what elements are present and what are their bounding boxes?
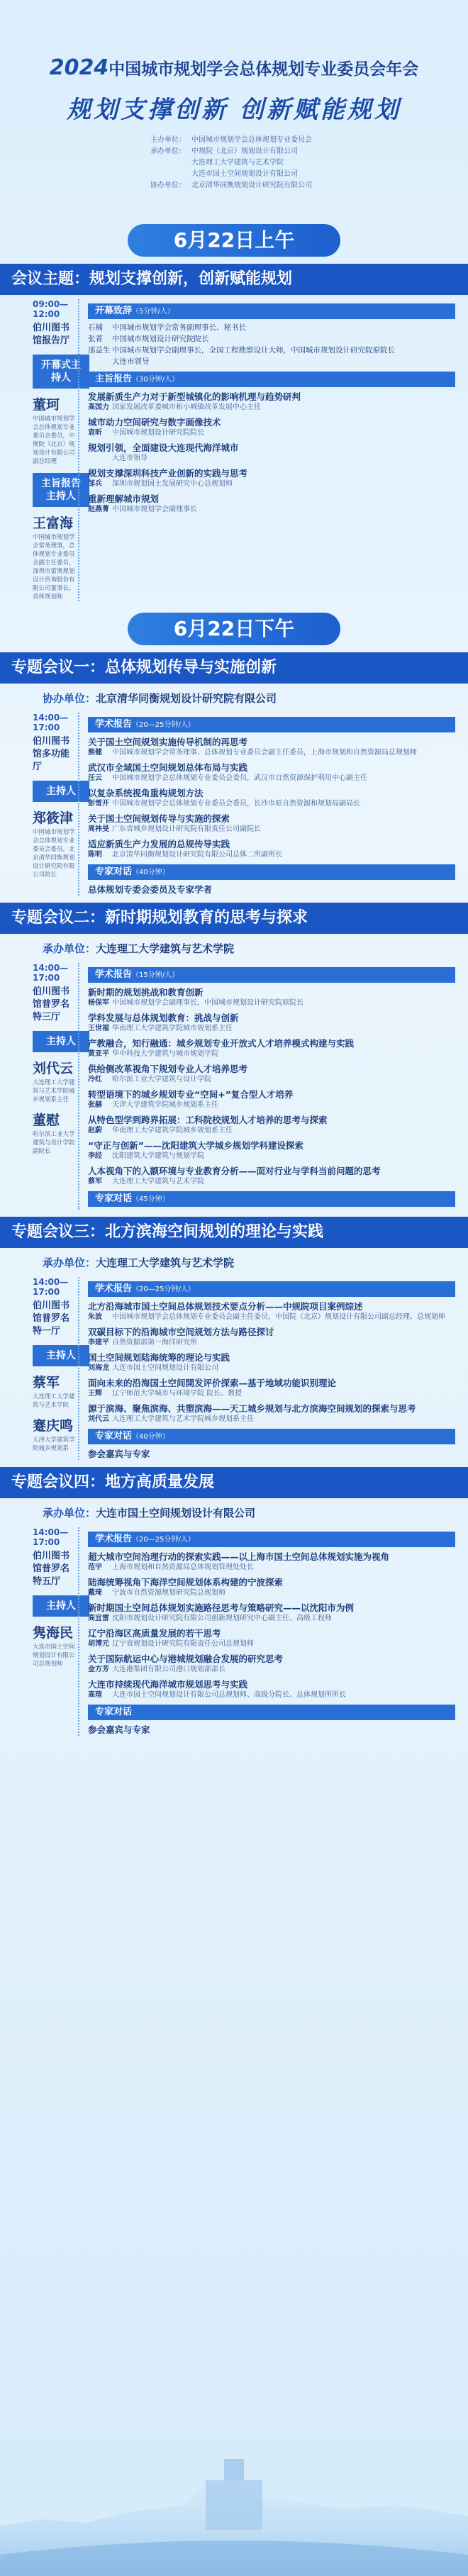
speaker-title: 广东省城乡规划设计研究院有限责任公司副院长: [112, 825, 261, 833]
dialog-desc: 总体规划专委会委员及专家学者: [88, 884, 213, 895]
talk-title: 新时期国土空间总体规划实施路径思考与策略研究——以沈阳市为例: [88, 1602, 355, 1613]
speaker-title: 中国城市规划学会总体规划专业委员会副主任委员，中国院（北京）规划设计有限公司副总经理、总规划师: [112, 1313, 445, 1321]
talk-title: 规划引领，全面建设大连现代海洋城市: [88, 442, 239, 453]
dialog-sub: （40分钟）: [132, 869, 169, 876]
report-sub: （20—25分钟/人）: [132, 1536, 195, 1544]
dialog-sub: （45分钟）: [132, 1195, 169, 1203]
speaker-title: 辽宁师范大学城市与环境学院 院长、教授: [112, 1390, 243, 1398]
talk-title: “守正与创新”——沈阳建筑大学城乡规划学科建设探索: [88, 1140, 303, 1151]
speaker-name: 彭雪开: [88, 800, 109, 808]
morning-left: [0, 299, 81, 601]
talk-title: 适应新质生产力发展的总规传导实践: [88, 839, 230, 849]
speaker-name: 石楠: [88, 323, 103, 332]
year: 2024: [49, 55, 109, 80]
report-sub: （20—25分钟/人）: [132, 721, 195, 729]
morning-right: [78, 299, 455, 601]
talk-speaker: [88, 1415, 455, 1424]
session-host-line: [43, 1255, 468, 1270]
speaker-name: 王世福: [88, 1025, 109, 1032]
report-label: 学术报告: [95, 969, 133, 980]
session-host-line: [43, 941, 468, 956]
report-tag: [88, 717, 455, 732]
talk-title: 双碳目标下的沿海城市空间规划方法与路径探讨: [88, 1327, 274, 1337]
talk-title: 辽宁沿海区高质量发展的若干思考: [88, 1628, 221, 1639]
speaker-name: 范宇: [88, 1563, 102, 1571]
speaker-name: 赵蔚: [88, 1127, 102, 1134]
speaker-title: 大连市国土空间规划设计有限公司总规划师、高级分院长、总体规划所所长: [112, 1691, 346, 1699]
organizer-key: 承办单位：: [150, 147, 186, 155]
dialog-sub: （40分钟）: [132, 1433, 169, 1441]
session-right: [78, 713, 455, 896]
speaker-title: 华南理工大学建筑学院城乡规划系主任: [112, 1127, 233, 1134]
opening-list: [88, 322, 455, 367]
keynote-tag-label: 主旨报告: [95, 374, 133, 384]
speaker-title: 大连市领导: [112, 455, 147, 462]
morning-block: [0, 299, 468, 601]
talk-speaker: [88, 1639, 455, 1649]
talk-speaker: [88, 403, 455, 413]
session-right: [78, 1527, 455, 1736]
keynote-list: [88, 391, 455, 515]
venue: 伯川图书馆普罗名特三厅: [33, 986, 70, 1022]
date-pill-morning: 6月22日上午: [128, 224, 340, 257]
organizer-row: [143, 157, 468, 169]
talk-title: 以复杂系统视角重构规划方法: [88, 788, 204, 798]
time: 14:00—17:00: [33, 713, 69, 732]
session-title: 专题会议四：地方高质量发展: [0, 1467, 468, 1498]
speaker-title: 中国城市规划学会常务理事、总体规划专业委员会副主任委员，上海市规划和自然资源局总规划师: [112, 749, 417, 757]
talk-title: 关于国土空间规划实施传导机制的再思考: [88, 737, 248, 747]
speaker-name: 黄亚平: [88, 1050, 109, 1058]
talk-speaker: [88, 1690, 455, 1700]
speaker-name: 胡博元: [88, 1640, 109, 1648]
dialog-desc: 参会嘉宾与专家: [88, 1449, 150, 1459]
speaker-title: 中国城市规划学会副理事长，中国城市规划设计研究院原院长: [112, 999, 303, 1007]
venue: 伯川图书馆多功能厅: [33, 736, 70, 772]
title-text: 中国城市规划学会总体规划专业委员会年会: [108, 60, 419, 79]
host-desc: 大连市国土空间规划设计有限公司总规划师: [33, 1644, 75, 1668]
talk-speaker: [88, 1049, 455, 1059]
speaker-title: 天津大学建筑学院城乡规划系主任: [112, 1101, 218, 1109]
host-value: 北京清华同衡规划设计研究院有限公司: [96, 692, 277, 705]
session-left: [0, 713, 78, 896]
speaker-title: 北京清华同衡规划设计研究院有限公司总体二所副所长: [112, 851, 282, 859]
talk-title: 发展新质生产力对于新型城镇化的影响机理与趋势研判: [88, 391, 301, 402]
speaker-title: 深圳市规划国土发展研究中心总规划师: [112, 480, 233, 488]
host-name: 隽海民: [33, 1625, 74, 1641]
speaker-name: 李经: [88, 1152, 102, 1160]
opening-speaker: [88, 356, 455, 367]
talk-title: 转型语境下的城乡规划专业“空间+”复合型人才培养: [88, 1089, 294, 1100]
host-name: 蔡军: [33, 1375, 60, 1390]
speaker-name: 蔡军: [88, 1178, 102, 1186]
report-tag: [88, 1532, 455, 1547]
speaker-title: 中国城市规划设计研究院院长: [112, 429, 204, 437]
opening-speaker: [88, 333, 455, 345]
session-block: [0, 963, 468, 1210]
dialog-tag: [88, 1191, 455, 1207]
dialog-tag: [88, 1429, 455, 1444]
morning-theme: 会议主题：规划支撑创新，创新赋能规划: [0, 264, 468, 295]
session-block: [0, 1527, 468, 1736]
speaker-name: 高国力: [88, 403, 109, 411]
date-pill-afternoon: 6月22日下午: [128, 613, 340, 645]
keynote-tag-sub: （30分钟/人）: [132, 376, 179, 384]
speaker-name: 邵益生: [88, 346, 111, 355]
host-desc: 大连理工大学建筑与艺术学院: [33, 1393, 75, 1409]
speaker-name: 高瑄: [88, 1691, 102, 1699]
talk-title: 面向未来的沿海国土空间開发评价探索—基于地域功能识别理论: [88, 1378, 337, 1388]
host-desc: 哈尔滨工业大学建筑与设计学院副院长: [33, 1131, 75, 1155]
host-key: 承办单位：: [43, 1507, 96, 1520]
organizer-row: [143, 135, 468, 146]
speaker-name: 邹兵: [88, 480, 102, 488]
host-role-tag: 主旨报告主持人: [33, 473, 89, 507]
host-desc: 天津大学建筑学院城乡规划系: [33, 1437, 75, 1452]
organizer-key: [143, 157, 186, 169]
speaker-name: 张赫: [88, 1101, 102, 1109]
opening-tag: [88, 303, 455, 319]
talk-title: 规划支撑深圳科技产业创新的实践与思考: [88, 468, 248, 479]
talk-title: 大连市持续现代海洋城市规划思考与实践: [88, 1679, 248, 1690]
talk-title: 关于国土空间规划传导与实施的探索: [88, 813, 230, 824]
speaker-title: 华南理工大学建筑学院城市规划系主任: [112, 1025, 233, 1032]
speaker-title: 大连市领导: [112, 357, 150, 366]
talk-title: 人本视角下的入额环境与专业教育分析——面对行业与学科当前问题的思考: [88, 1166, 381, 1176]
speaker-name: 王辉: [88, 1390, 102, 1398]
talk-speaker: [88, 1338, 455, 1348]
organizer-row: [143, 180, 468, 191]
speaker-title: 沈阳建筑大学建筑与规划学院: [112, 1152, 204, 1160]
host-desc: 大连理工大学建筑与艺术学院城乡规划系主任: [33, 1079, 75, 1103]
speaker-title: 中国城市规划学会副理事长: [112, 506, 197, 513]
dialog-label: 专家对话: [95, 1707, 133, 1717]
speaker-name: 杨保军: [88, 999, 109, 1007]
speaker-name: 陈明: [88, 851, 102, 859]
speaker-name: 李建平: [88, 1339, 109, 1346]
organizer-value: 大连理工大学建筑与艺术学院: [191, 159, 284, 167]
speaker-title: 宁波市自然资源规划研究院总规划师: [112, 1589, 225, 1597]
organizers: [143, 135, 468, 191]
host-name: 王富海: [33, 515, 74, 531]
speaker-title: 大连市国土空间规划设计有限公司: [112, 1364, 218, 1372]
organizer-value: 中规院（北京）规划设计有限公司: [191, 147, 298, 155]
speaker-name: 赵燕菁: [88, 506, 109, 513]
talk-title: 供给侧改革视角下规划专业人才培养思考: [88, 1064, 248, 1074]
talk-speaker: [88, 799, 455, 809]
report-sub: （20—25分钟/人）: [132, 1286, 195, 1293]
talk-speaker: [88, 1312, 455, 1322]
talk-speaker: [88, 825, 455, 835]
talk-title: 陆海统筹视角下海洋空间规划体系构建的宁波探索: [88, 1577, 284, 1588]
speaker-name: 刘代云: [88, 1415, 109, 1423]
session-left: [0, 1277, 78, 1460]
talk-speaker: [88, 1588, 455, 1598]
dialog-label: 专家对话: [95, 1431, 133, 1442]
speaker-name: 汪云: [88, 774, 102, 782]
host-name: 董珂: [33, 397, 60, 413]
talk-title: 新时期的规划挑战和教育创新: [88, 987, 204, 998]
slogan: 规划支撑创新 创新赋能规划: [67, 96, 401, 124]
talk-speaker: [88, 1665, 455, 1675]
speaker-title: 大连港集团有限公司港口规划部部长: [112, 1666, 225, 1673]
speaker-name: 张菁: [88, 335, 103, 343]
talk-title: 武汉市全域国土空间规划总体布局与实践: [88, 762, 248, 773]
host-role-tag: 主持人: [33, 1595, 89, 1617]
time: 14:00—17:00: [33, 1527, 69, 1547]
speaker-name: 冷红: [88, 1076, 102, 1083]
session-title: 专题会议三：北方滨海空间规划的理论与实践: [0, 1217, 468, 1248]
venue: 伯川图书馆报告厅: [33, 323, 70, 346]
session-host-line: [43, 1505, 468, 1520]
host-name: 蹇庆鸣: [33, 1418, 74, 1434]
opening-tag-sub: （5分钟/人）: [132, 308, 174, 316]
session-block: [0, 713, 468, 896]
speaker-name: 朱波: [88, 1313, 102, 1321]
dialog-desc: 参会嘉宾与专家: [88, 1724, 150, 1735]
host-desc: 中国城市规划学会常务理事，总体规划专业委员会副主任委员，深圳市蕾奥规划设计咨询股份有限公司董事长、首席规划师: [33, 534, 75, 601]
talk-speaker: [88, 454, 455, 464]
host-value: 大连理工大学建筑与艺术学院: [96, 942, 235, 955]
talk-speaker: [88, 774, 455, 784]
host-key: 协办单位：: [43, 692, 96, 705]
time: 14:00—17:00: [33, 963, 69, 983]
session-title: 专题会议一：总体规划传导与实施创新: [0, 652, 468, 684]
organizer-value: 北京清华同衡规划设计研究院有限公司: [191, 182, 312, 189]
talk-speaker: [88, 998, 455, 1008]
talk-speaker: [88, 1024, 455, 1034]
page-title: [0, 0, 468, 80]
talk-title: 城市动力空间研究与数字画像技术: [88, 417, 221, 428]
report-sub: （15分钟/人）: [132, 971, 179, 979]
report-label: 学术报告: [95, 719, 133, 730]
talk-speaker: [88, 1126, 455, 1136]
keynote-tag: [88, 372, 455, 387]
talk-title: 从特色型学到跨界拓展：工科院校规划人才培养的思考与探索: [88, 1115, 328, 1125]
time: 14:00—17:00: [33, 1277, 69, 1297]
header: [0, 0, 468, 213]
talk-speaker: [88, 1177, 455, 1187]
speaker-title: 中国城市规划学会总体规划专业委员会委员，长沙市原自然资源和规划局副局长: [112, 800, 360, 808]
talk-speaker: [88, 428, 455, 438]
talk-speaker: [88, 1364, 455, 1373]
host-desc: 中国城市规划学会总体规划专业委员会委员，中规院（北京）规划设计有限公司副总经理: [33, 416, 75, 465]
talk-speaker: [88, 1614, 455, 1624]
speaker-title: 沈阳市规划设计研究院有限公司创新规划研究中心副主任、高级工程师: [112, 1615, 332, 1622]
speaker-title: 中国城市规划设计研究院院长: [112, 335, 209, 343]
opening-speaker: [88, 322, 455, 333]
talk-title: 北方沿海城市国土空间总体规划技术要点分析——中规院项目案例综述: [88, 1301, 363, 1312]
speaker-name: 刘海龙: [88, 1364, 109, 1372]
host-value: 大连理工大学建筑与艺术学院: [96, 1256, 235, 1269]
organizer-value: 中国城市规划学会总体规划专业委员会: [191, 136, 312, 144]
dialog-label: 专家对话: [95, 866, 133, 877]
speaker-name: 袁昕: [88, 429, 102, 437]
speaker-title: 哈尔滨工业大学建筑与设计学院: [112, 1076, 211, 1083]
report-label: 学术报告: [95, 1283, 133, 1294]
session-left: [0, 1527, 78, 1736]
talk-speaker: [88, 1563, 455, 1573]
talk-title: 国土空间规划陆海统筹的理论与实践: [88, 1352, 230, 1363]
report-tag: [88, 967, 455, 983]
speaker-title: 辽宁省规划设计研究院有限责任公司总规划师: [112, 1640, 254, 1648]
speaker-name: 高宜雷: [88, 1615, 109, 1622]
speaker-title: 大连理工大学建筑与艺术学院: [112, 1178, 204, 1186]
organizer-row: [143, 169, 468, 180]
organizer-row: [143, 146, 468, 157]
talk-title: 超大城市空间治理行动的探索实践——以上海市国土空间总体规划实施为视角: [88, 1551, 390, 1562]
talk-speaker: [88, 505, 455, 515]
session-right: [78, 963, 455, 1210]
talk-title: 关于国际航运中心与港城规划融合发展的研究思考: [88, 1654, 284, 1664]
organizer-key: [143, 169, 186, 180]
host-name: 刘代云: [33, 1061, 74, 1076]
talk-speaker: [88, 1075, 455, 1085]
dialog-tag: [88, 864, 455, 880]
host-role-tag: 开幕式主持人: [33, 355, 89, 389]
host-role-tag: 主持人: [33, 781, 89, 802]
host-value: 大连市国土空间规划设计有限公司: [96, 1507, 256, 1520]
opening-speaker: [88, 345, 455, 356]
speaker-name: 戴琦: [88, 1589, 102, 1597]
host-desc: 中国城市规划学会总体规划专业委员会委员，北京清华同衡规划设计研究院有限公司院长: [33, 829, 75, 879]
dialog-tag: [88, 1705, 455, 1720]
talk-speaker: [88, 1100, 455, 1110]
organizer-key: 主办单位：: [150, 136, 186, 144]
talk-speaker: [88, 1152, 455, 1161]
session-title: 专题会议二：新时期规划教育的思考与探求: [0, 903, 468, 934]
talk-speaker: [88, 1389, 455, 1399]
opening-tag-label: 开幕致辞: [95, 306, 133, 316]
session-left: [0, 963, 78, 1210]
host-role-tag: 主持人: [33, 1031, 89, 1052]
host-key: 承办单位：: [43, 942, 96, 955]
speaker-name: 周祎旻: [88, 825, 109, 833]
report-tag: [88, 1281, 455, 1297]
speaker-name: 金方芳: [88, 1666, 109, 1673]
host-role-tag: 主持人: [33, 1345, 89, 1366]
speaker-title: 中国城市规划学会副理事长，全国工程勘察设计大师，中国城市规划设计研究院原院长: [112, 346, 395, 355]
speaker-title: 中国城市规划学会总体规划专业委员会委员，武汉市自然资源保护利用中心副主任: [112, 774, 367, 782]
dialog-label: 专家对话: [95, 1193, 133, 1204]
organizer-value: 大连市国土空间规划设计有限公司: [191, 170, 298, 178]
talk-title: 产教融合，知行融通：城乡规划专业开放式人才培养模式构建与实践: [88, 1038, 355, 1049]
speaker-title: 华中科技大学建筑与城市规划学院: [112, 1050, 218, 1058]
session-host-line: [43, 691, 468, 706]
speaker-title: 国家发展改革委城市和小城镇改革发展中心主任: [112, 403, 261, 411]
session-block: [0, 1277, 468, 1460]
talk-speaker: [88, 850, 455, 860]
campus-silhouette: [0, 2392, 468, 2576]
sessions: [0, 652, 468, 1736]
speaker-title: 中国城市规划学会常务副理事长、秘书长: [112, 323, 246, 332]
session-right: [78, 1277, 455, 1460]
talk-speaker: [88, 479, 455, 489]
organizer-key: 协办单位：: [150, 182, 186, 189]
talk-title: 重新理解城市规划: [88, 494, 160, 504]
talk-title: 源于滨海、聚焦滨海、共塑滨海——天工城乡规划与北方滨海空间规划的探索与思考: [88, 1403, 416, 1414]
report-label: 学术报告: [95, 1534, 133, 1544]
host-name: 董慰: [33, 1113, 60, 1128]
host-key: 承办单位：: [43, 1256, 96, 1269]
speaker-title: 大连理工大学建筑与艺术学院城乡规划系主任: [112, 1415, 254, 1423]
venue: 伯川图书馆普罗名特五厅: [33, 1551, 70, 1587]
host-name: 郑筱津: [33, 810, 74, 826]
talk-title: 学科发展与总体规划教育：挑战与创新: [88, 1013, 239, 1023]
speaker-name: 熊健: [88, 749, 102, 757]
venue: 伯川图书馆普罗名特一厅: [33, 1300, 70, 1337]
time: 09:00—12:00: [33, 299, 69, 319]
talk-speaker: [88, 748, 455, 758]
speaker-title: 上海市规划和自然资源局总体规划管理处处长: [112, 1563, 254, 1571]
speaker-title: 自然资源部第一海洋研究所: [112, 1339, 197, 1346]
